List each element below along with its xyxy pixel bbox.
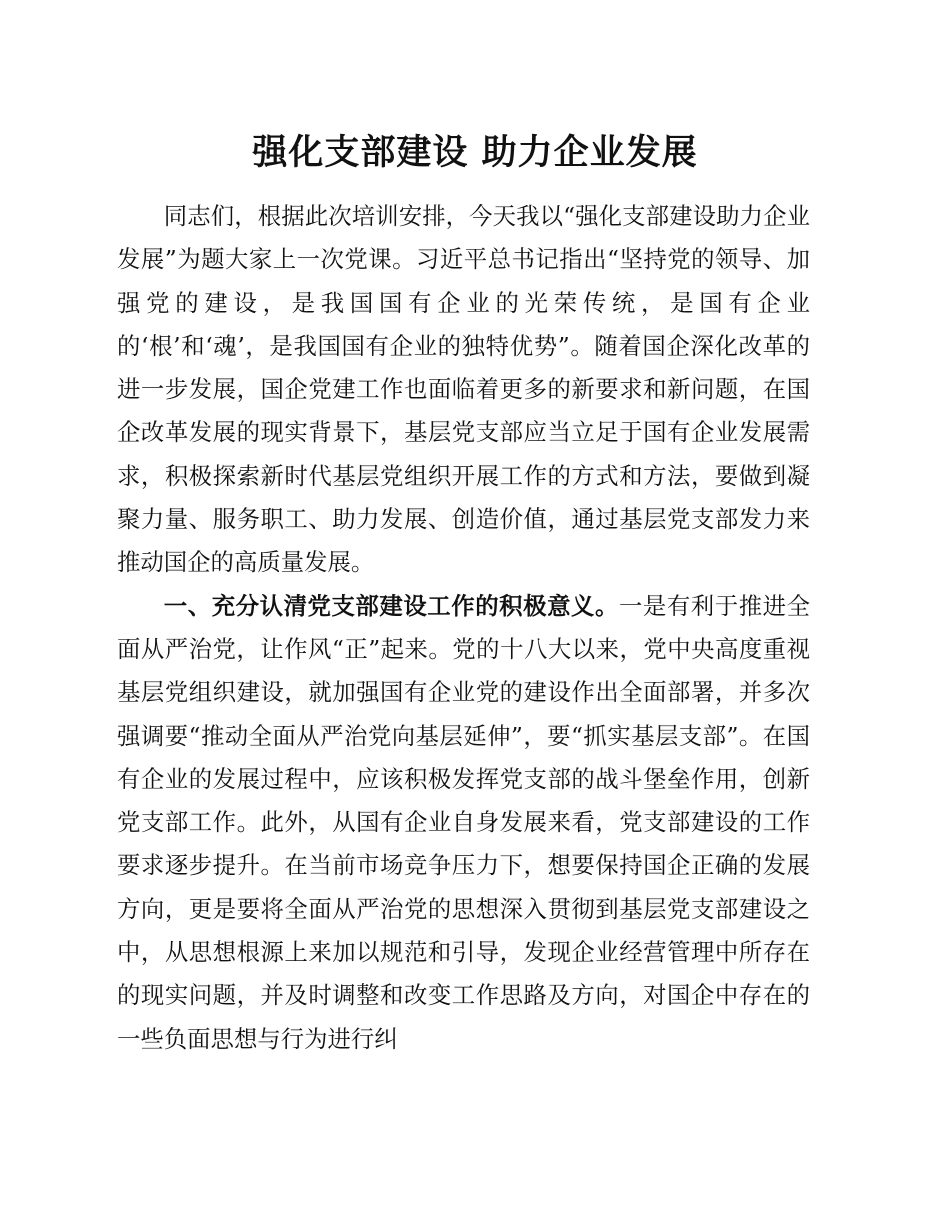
section-heading: 一、充分认清党支部建设工作的积极意义。 <box>163 591 619 620</box>
paragraph-section-one <box>117 585 810 1061</box>
paragraph-intro <box>117 195 810 585</box>
document-body <box>117 195 810 1061</box>
document-title: 强化支部建设 助力企业发展 <box>252 132 698 173</box>
paragraph-text: 一是有利于推进全面从严治党，让作风“正”起来。党的十八大以来，党中央高度重视基层党组织建设，就加强国有企业党的建设作出全面部署，并多次强调要“推动全面从严治党向基层延伸”，要“抓实基层支部”。在国有企业的发展过程中，应该积极发挥党支部的战斗堡垒作用，创新党支部工作。此外，从国有企业自身发展来看，党支部建设的工作要求逐步提升。在当前市场竞争压力下，想要保持国企正确的发展方向，更是要将全面从严治党的思想深入贯彻到基层党支部建设之中，从思想根源上来加以规范和引导，发现企业经营管理中所存在的现实问题，并及时调整和改变工作思路及方向，对国企中存在的一些负面思想与行为进行纠 <box>117 591 811 1053</box>
paragraph-text: 同志们，根据此次培训安排，今天我以“强化支部建设助力企业发展”为题大家上一次党课。习近平总书记指出“坚持党的领导、加强党的建设，是我国国有企业的光荣传统，是国有企业的‘根’和‘魂’，是我国国有企业的独特优势”。随着国企深化改革的进一步发展，国企党建工作也面临着更多的新要求和新问题，在国企改革发展的现实背景下，基层党支部应当立足于国有企业发展需求，积极探索新时代基层党组织开展工作的方式和方法，要做到凝聚力量、服务职工、助力发展、创造价值，通过基层党支部发力来推动国企的高质量发展。 <box>117 202 810 577</box>
